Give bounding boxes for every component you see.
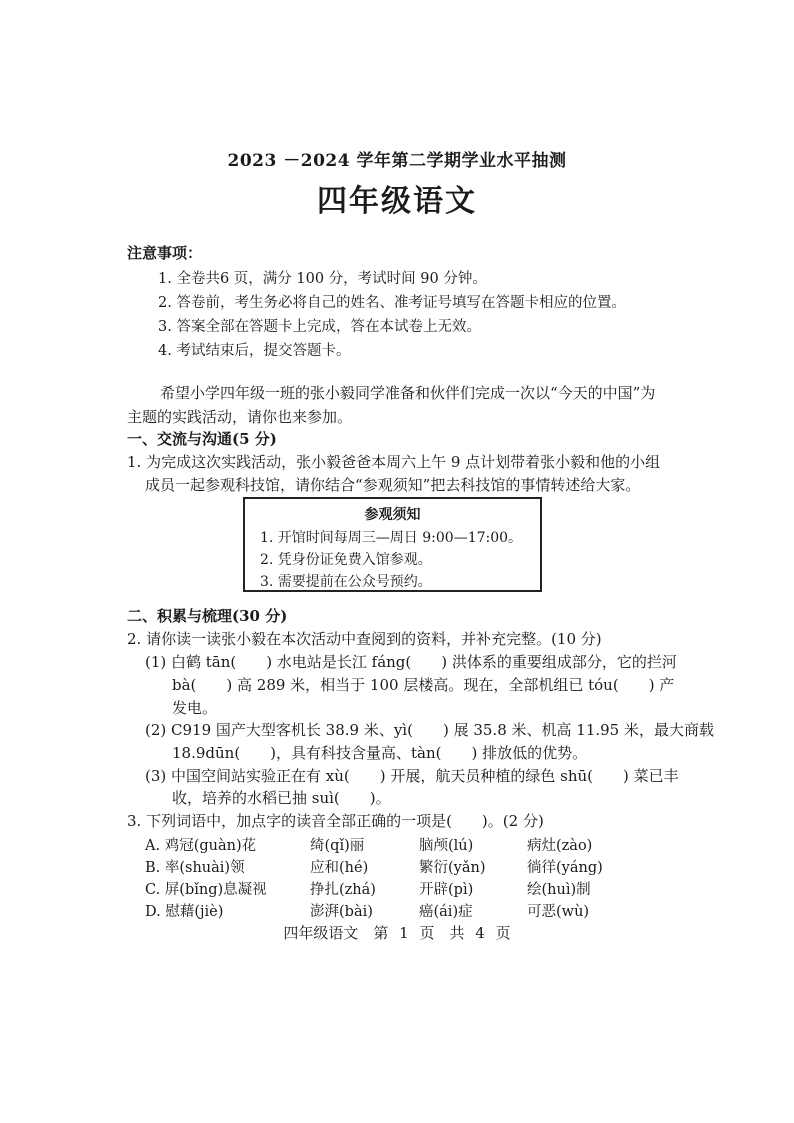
question-stem: 3. 下列词语中，加点字的读音全部正确的一项是( )。(2 分) xyxy=(127,812,544,830)
note-item: 1. 全卷共6 页，满分 100 分，考试时间 90 分钟。 xyxy=(158,271,487,287)
intro-line: 主题的实践活动，请你也来参加。 xyxy=(127,408,353,426)
option-a-word: 绮(qǐ)丽 xyxy=(310,838,365,854)
note-item: 4. 考试结束后，提交答题卡。 xyxy=(158,343,351,359)
question-text: 收，培养的水稻已抽 suì( )。 xyxy=(172,789,391,807)
exam-title: 2023 －2024 学年第二学期学业水平抽测 xyxy=(227,151,567,171)
question-text: (2) C919 国产大型客机长 38.9 米、yì( ) 展 35.8 米、机高 11.95 米，最大商载 xyxy=(145,721,714,739)
page-footer: 四年级语文 第 1 页 共 4 页 xyxy=(283,924,511,942)
notes-heading: 注意事项： xyxy=(127,244,203,262)
option-a-word: A. 鸡冠(guàn)花 xyxy=(145,838,257,854)
option-a-word: 脑颅(lú) xyxy=(419,838,474,854)
option-c-word: 挣扎(zhá) xyxy=(310,882,376,898)
notice-item: 3. 需要提前在公众号预约。 xyxy=(260,574,432,590)
section-heading: 一、交流与沟通(5 分) xyxy=(127,430,277,448)
intro-line: 希望小学四年级一班的张小毅同学准备和伙伴们完成一次以“今天的中国”为 xyxy=(160,384,656,402)
note-item: 2. 答卷前，考生务必将自己的姓名、准考证号填写在答题卡相应的位置。 xyxy=(158,295,626,311)
option-a-word: 病灶(zào) xyxy=(527,838,593,854)
question-text: bà( ) 高 289 米，相当于 100 层楼高。现在，全部机组已 tóu( ) 产 xyxy=(172,676,675,694)
question-stem: 2. 请你读一读张小毅在本次活动中查阅到的资料，并补充完整。(10 分) xyxy=(127,630,602,648)
notice-item: 1. 开馆时间每周三—周日 9:00—17:00。 xyxy=(260,530,523,546)
question-text: (1) 白鹤 tān( ) 水电站是长江 fáng( ) 洪体系的重要组成部分，它的拦河 xyxy=(145,653,677,671)
option-d-word: 可恶(wù) xyxy=(527,904,590,920)
question-text: 18.9dūn( )，具有科技含量高、tàn( ) 排放低的优势。 xyxy=(172,744,588,762)
notice-box-title: 参观须知 xyxy=(364,507,421,523)
option-d-word: 癌(ái)症 xyxy=(419,904,473,920)
note-item: 3. 答案全部在答题卡上完成，答在本试卷上无效。 xyxy=(158,319,481,335)
notice-item: 2. 凭身份证免费入馆参观。 xyxy=(260,552,432,568)
question-text: (3) 中国空间站实验正在有 xù( ) 开展，航天员种植的绿色 shū( ) 菜已丰 xyxy=(145,767,679,785)
option-c-word: 开辟(pì) xyxy=(419,882,474,898)
option-c-word: C. 屏(bǐng)息凝视 xyxy=(145,882,267,898)
section-heading: 二、积累与梳理(30 分) xyxy=(127,607,288,625)
question-text: 1. 为完成这次实践活动，张小毅爸爸本周六上午 9 点计划带着张小毅和他的小组 xyxy=(127,453,661,471)
option-c-word: 绘(huì)制 xyxy=(527,882,591,898)
subject-title: 四年级语文 xyxy=(317,184,477,219)
option-b-word: 应和(hé) xyxy=(310,860,369,876)
question-text: 成员一起参观科技馆，请你结合“参观须知”把去科技馆的事情转述给大家。 xyxy=(145,476,641,494)
option-b-word: 徜徉(yáng) xyxy=(527,860,603,876)
question-text: 发电。 xyxy=(172,699,218,717)
option-d-word: 澎湃(bài) xyxy=(310,904,373,920)
notice-box xyxy=(243,497,542,592)
option-d-word: D. 慰藉(jiè) xyxy=(145,904,224,920)
option-b-word: B. 率(shuài)领 xyxy=(145,860,245,876)
option-b-word: 繁衍(yǎn) xyxy=(419,860,486,876)
